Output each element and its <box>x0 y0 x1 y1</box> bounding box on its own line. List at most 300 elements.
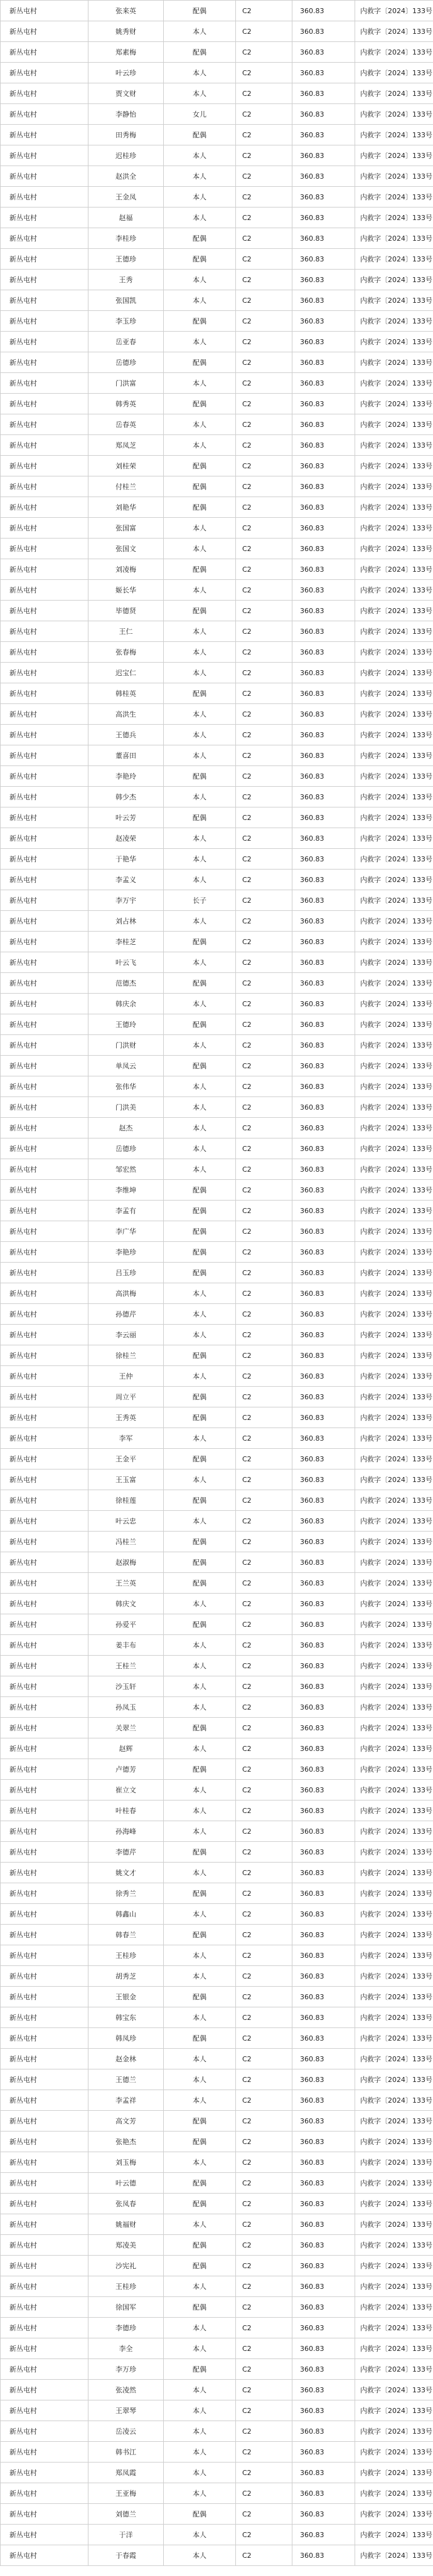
relation-cell: 配偶 <box>164 1532 236 1552</box>
name-cell: 王兰英 <box>88 1573 164 1594</box>
amount-cell: 360.83 <box>292 1469 355 1490</box>
table-row <box>1 1469 433 1490</box>
name-cell: 范德杰 <box>88 973 164 994</box>
table-row <box>1 2380 433 2400</box>
class-cell: C2 <box>236 2338 292 2359</box>
amount-cell: 360.83 <box>292 1366 355 1387</box>
village-cell: 新丛屯村 <box>1 2256 88 2276</box>
document-number-cell: 内救字〔2024〕133号 <box>355 1945 433 1966</box>
amount-cell: 360.83 <box>292 2463 355 2483</box>
village-cell: 新丛屯村 <box>1 2276 88 2297</box>
name-cell: 李孟祥 <box>88 2090 164 2111</box>
village-cell: 新丛屯村 <box>1 435 88 456</box>
document-number-cell: 内救字〔2024〕133号 <box>355 187 433 208</box>
name-cell: 岳春英 <box>88 414 164 435</box>
document-number-cell: 内救字〔2024〕133号 <box>355 166 433 187</box>
name-cell: 姬长华 <box>88 580 164 601</box>
relation-cell: 本人 <box>164 704 236 725</box>
relation-cell: 配偶 <box>164 497 236 518</box>
document-number-cell: 内救字〔2024〕133号 <box>355 1573 433 1594</box>
amount-cell: 360.83 <box>292 2152 355 2173</box>
village-cell: 新丛屯村 <box>1 166 88 187</box>
village-cell: 新丛屯村 <box>1 104 88 125</box>
table-row <box>1 208 433 228</box>
class-cell: C2 <box>236 1759 292 1780</box>
table-row <box>1 1718 433 1738</box>
village-cell: 新丛屯村 <box>1 704 88 725</box>
village-cell: 新丛屯村 <box>1 1345 88 1366</box>
table-row <box>1 1697 433 1718</box>
document-number-cell: 内救字〔2024〕133号 <box>355 2069 433 2090</box>
document-number-cell: 内救字〔2024〕133号 <box>355 1180 433 1201</box>
amount-cell: 360.83 <box>292 1014 355 1035</box>
village-cell: 新丛屯村 <box>1 2318 88 2338</box>
name-cell: 叶桂春 <box>88 1801 164 1821</box>
relation-cell: 本人 <box>164 2421 236 2442</box>
table-row <box>1 311 433 332</box>
name-cell: 于洋 <box>88 2525 164 2545</box>
amount-cell: 360.83 <box>292 2297 355 2318</box>
village-cell: 新丛屯村 <box>1 787 88 807</box>
name-cell: 赵淑梅 <box>88 1552 164 1573</box>
class-cell: C2 <box>236 1014 292 1035</box>
name-cell: 李德芹 <box>88 1842 164 1863</box>
amount-cell: 360.83 <box>292 1325 355 1345</box>
amount-cell: 360.83 <box>292 270 355 290</box>
amount-cell: 360.83 <box>292 1676 355 1697</box>
amount-cell: 360.83 <box>292 787 355 807</box>
table-row <box>1 1573 433 1594</box>
name-cell: 李孟有 <box>88 1201 164 1221</box>
name-cell: 姜丰布 <box>88 1635 164 1656</box>
relation-cell: 长子 <box>164 890 236 911</box>
village-cell: 新丛屯村 <box>1 1552 88 1573</box>
class-cell: C2 <box>236 621 292 642</box>
relation-cell: 本人 <box>164 2338 236 2359</box>
relation-cell: 配偶 <box>164 1201 236 1221</box>
relation-cell: 配偶 <box>164 1573 236 1594</box>
class-cell: C2 <box>236 476 292 497</box>
relation-cell: 配偶 <box>164 683 236 704</box>
name-cell: 李云丽 <box>88 1325 164 1345</box>
relation-cell: 配偶 <box>164 1883 236 1904</box>
table-row <box>1 704 433 725</box>
class-cell: C2 <box>236 952 292 973</box>
village-cell: 新丛屯村 <box>1 766 88 787</box>
village-cell: 新丛屯村 <box>1 1883 88 1904</box>
amount-cell: 360.83 <box>292 2525 355 2545</box>
document-number-cell: 内救字〔2024〕133号 <box>355 2504 433 2525</box>
village-cell: 新丛屯村 <box>1 1014 88 1035</box>
table-row <box>1 1283 433 1304</box>
amount-cell: 360.83 <box>292 208 355 228</box>
amount-cell: 360.83 <box>292 766 355 787</box>
amount-cell: 360.83 <box>292 642 355 663</box>
class-cell: C2 <box>236 497 292 518</box>
relation-cell: 本人 <box>164 745 236 766</box>
name-cell: 韩凤珍 <box>88 2028 164 2049</box>
table-row <box>1 1801 433 1821</box>
village-cell: 新丛屯村 <box>1 1863 88 1883</box>
document-number-cell: 内救字〔2024〕133号 <box>355 1097 433 1118</box>
amount-cell: 360.83 <box>292 104 355 125</box>
class-cell: C2 <box>236 1387 292 1407</box>
table-row <box>1 2545 433 2566</box>
name-cell: 赵洪全 <box>88 166 164 187</box>
amount-cell: 360.83 <box>292 1801 355 1821</box>
amount-cell: 360.83 <box>292 621 355 642</box>
relation-cell: 本人 <box>164 1635 236 1656</box>
amount-cell: 360.83 <box>292 249 355 270</box>
class-cell: C2 <box>236 435 292 456</box>
table-row <box>1 952 433 973</box>
document-number-cell: 内救字〔2024〕133号 <box>355 2214 433 2235</box>
table-row <box>1 766 433 787</box>
name-cell: 张国文 <box>88 539 164 559</box>
name-cell: 徐国军 <box>88 2297 164 2318</box>
class-cell: C2 <box>236 1594 292 1614</box>
table-row <box>1 2504 433 2525</box>
name-cell: 刘占林 <box>88 911 164 932</box>
table-row <box>1 1552 433 1573</box>
class-cell: C2 <box>236 2069 292 2090</box>
document-number-cell: 内救字〔2024〕133号 <box>355 394 433 414</box>
table-row <box>1 1656 433 1676</box>
village-cell: 新丛屯村 <box>1 994 88 1014</box>
document-number-cell: 内救字〔2024〕133号 <box>355 1138 433 1159</box>
table-row <box>1 1428 433 1449</box>
amount-cell: 360.83 <box>292 1097 355 1118</box>
relation-cell: 配偶 <box>164 1759 236 1780</box>
relation-cell: 本人 <box>164 2463 236 2483</box>
class-cell: C2 <box>236 1552 292 1573</box>
class-cell: C2 <box>236 2525 292 2545</box>
amount-cell: 360.83 <box>292 1242 355 1263</box>
class-cell: C2 <box>236 2359 292 2380</box>
name-cell: 李德珍 <box>88 2318 164 2338</box>
table-row <box>1 1014 433 1035</box>
table-row <box>1 870 433 890</box>
name-cell: 韩书江 <box>88 2442 164 2463</box>
table-row <box>1 1263 433 1283</box>
document-number-cell: 内救字〔2024〕133号 <box>355 63 433 83</box>
relation-cell: 本人 <box>164 21 236 42</box>
village-cell: 新丛屯村 <box>1 952 88 973</box>
relation-cell: 配偶 <box>164 973 236 994</box>
class-cell: C2 <box>236 1945 292 1966</box>
class-cell: C2 <box>236 1656 292 1676</box>
table-row <box>1 228 433 249</box>
class-cell: C2 <box>236 2214 292 2235</box>
relation-cell: 配偶 <box>164 1387 236 1407</box>
class-cell: C2 <box>236 1780 292 1801</box>
village-cell: 新丛屯村 <box>1 290 88 311</box>
relation-cell: 配偶 <box>164 766 236 787</box>
village-cell: 新丛屯村 <box>1 63 88 83</box>
class-cell: C2 <box>236 725 292 745</box>
village-cell: 新丛屯村 <box>1 1159 88 1180</box>
table-row <box>1 539 433 559</box>
amount-cell: 360.83 <box>292 2338 355 2359</box>
table-row <box>1 1738 433 1759</box>
class-cell: C2 <box>236 2028 292 2049</box>
table-row <box>1 476 433 497</box>
table-row <box>1 932 433 952</box>
relation-cell: 配偶 <box>164 2297 236 2318</box>
class-cell: C2 <box>236 1407 292 1428</box>
class-cell: C2 <box>236 1490 292 1511</box>
document-number-cell: 内救字〔2024〕133号 <box>355 1676 433 1697</box>
amount-cell: 360.83 <box>292 2276 355 2297</box>
class-cell: C2 <box>236 704 292 725</box>
amount-cell: 360.83 <box>292 1842 355 1863</box>
relation-cell: 本人 <box>164 208 236 228</box>
amount-cell: 360.83 <box>292 1138 355 1159</box>
document-number-cell: 内救字〔2024〕133号 <box>355 1490 433 1511</box>
class-cell: C2 <box>236 456 292 476</box>
table-row <box>1 2090 433 2111</box>
amount-cell: 360.83 <box>292 1759 355 1780</box>
table-row <box>1 1138 433 1159</box>
name-cell: 韩庆文 <box>88 1594 164 1614</box>
relation-cell: 本人 <box>164 1304 236 1325</box>
name-cell: 张国富 <box>88 518 164 539</box>
name-cell: 叶云芳 <box>88 807 164 828</box>
relation-cell: 配偶 <box>164 1056 236 1076</box>
document-number-cell: 内救字〔2024〕133号 <box>355 911 433 932</box>
document-number-cell: 内救字〔2024〕133号 <box>355 2235 433 2256</box>
table-row <box>1 1056 433 1076</box>
table-row <box>1 1614 433 1635</box>
table-row <box>1 580 433 601</box>
village-cell: 新丛屯村 <box>1 1966 88 1987</box>
amount-cell: 360.83 <box>292 476 355 497</box>
table-row <box>1 2525 433 2545</box>
class-cell: C2 <box>236 414 292 435</box>
document-number-cell: 内救字〔2024〕133号 <box>355 2545 433 2566</box>
document-number-cell: 内救字〔2024〕133号 <box>355 787 433 807</box>
table-row <box>1 2152 433 2173</box>
table-row <box>1 2463 433 2483</box>
class-cell: C2 <box>236 125 292 145</box>
amount-cell: 360.83 <box>292 290 355 311</box>
village-cell: 新丛屯村 <box>1 2545 88 2566</box>
village-cell: 新丛屯村 <box>1 1759 88 1780</box>
document-number-cell: 内救字〔2024〕133号 <box>355 2297 433 2318</box>
class-cell: C2 <box>236 890 292 911</box>
name-cell: 王秀英 <box>88 1407 164 1428</box>
name-cell: 郑凤芝 <box>88 435 164 456</box>
amount-cell: 360.83 <box>292 539 355 559</box>
class-cell: C2 <box>236 1056 292 1076</box>
amount-cell: 360.83 <box>292 745 355 766</box>
relation-cell: 本人 <box>164 83 236 104</box>
table-row <box>1 2028 433 2049</box>
relation-cell: 本人 <box>164 1594 236 1614</box>
village-cell: 新丛屯村 <box>1 828 88 849</box>
class-cell: C2 <box>236 1863 292 1883</box>
document-number-cell: 内救字〔2024〕133号 <box>355 766 433 787</box>
village-cell: 新丛屯村 <box>1 621 88 642</box>
amount-cell: 360.83 <box>292 1573 355 1594</box>
document-number-cell: 内救字〔2024〕133号 <box>355 1304 433 1325</box>
village-cell: 新丛屯村 <box>1 1925 88 1945</box>
table-row <box>1 807 433 828</box>
village-cell: 新丛屯村 <box>1 1614 88 1635</box>
class-cell: C2 <box>236 2111 292 2132</box>
table-row <box>1 601 433 621</box>
amount-cell: 360.83 <box>292 2090 355 2111</box>
name-cell: 徐桂莲 <box>88 1490 164 1511</box>
table-row <box>1 2400 433 2421</box>
document-number-cell: 内救字〔2024〕133号 <box>355 311 433 332</box>
class-cell: C2 <box>236 2007 292 2028</box>
document-number-cell: 内救字〔2024〕133号 <box>355 849 433 870</box>
class-cell: C2 <box>236 1345 292 1366</box>
name-cell: 迟宝仁 <box>88 663 164 683</box>
document-number-cell: 内救字〔2024〕133号 <box>355 1718 433 1738</box>
village-cell: 新丛屯村 <box>1 270 88 290</box>
relation-cell: 本人 <box>164 518 236 539</box>
amount-cell: 360.83 <box>292 42 355 63</box>
document-number-cell: 内救字〔2024〕133号 <box>355 352 433 373</box>
document-number-cell: 内救字〔2024〕133号 <box>355 476 433 497</box>
class-cell: C2 <box>236 208 292 228</box>
relation-cell: 配偶 <box>164 125 236 145</box>
relation-cell: 本人 <box>164 2049 236 2069</box>
village-cell: 新丛屯村 <box>1 539 88 559</box>
class-cell: C2 <box>236 2442 292 2463</box>
village-cell: 新丛屯村 <box>1 373 88 394</box>
village-cell: 新丛屯村 <box>1 2152 88 2173</box>
village-cell: 新丛屯村 <box>1 1718 88 1738</box>
relation-cell: 本人 <box>164 642 236 663</box>
amount-cell: 360.83 <box>292 83 355 104</box>
relation-cell: 配偶 <box>164 601 236 621</box>
name-cell: 姚福财 <box>88 2214 164 2235</box>
class-cell: C2 <box>236 2152 292 2173</box>
document-number-cell: 内救字〔2024〕133号 <box>355 42 433 63</box>
class-cell: C2 <box>236 1097 292 1118</box>
table-row <box>1 1387 433 1407</box>
class-cell: C2 <box>236 1718 292 1738</box>
amount-cell: 360.83 <box>292 1925 355 1945</box>
name-cell: 关翠兰 <box>88 1718 164 1738</box>
class-cell: C2 <box>236 911 292 932</box>
document-number-cell: 内救字〔2024〕133号 <box>355 1759 433 1780</box>
document-number-cell: 内救字〔2024〕133号 <box>355 125 433 145</box>
class-cell: C2 <box>236 1842 292 1863</box>
amount-cell: 360.83 <box>292 1511 355 1532</box>
table-row <box>1 2235 433 2256</box>
amount-cell: 360.83 <box>292 1945 355 1966</box>
name-cell: 韩秀英 <box>88 394 164 414</box>
amount-cell: 360.83 <box>292 2194 355 2214</box>
document-number-cell: 内救字〔2024〕133号 <box>355 1 433 21</box>
name-cell: 张伟华 <box>88 1076 164 1097</box>
village-cell: 新丛屯村 <box>1 973 88 994</box>
document-number-cell: 内救字〔2024〕133号 <box>355 1966 433 1987</box>
table-row <box>1 2173 433 2194</box>
document-number-cell: 内救字〔2024〕133号 <box>355 745 433 766</box>
document-number-cell: 内救字〔2024〕133号 <box>355 559 433 580</box>
relation-cell: 本人 <box>164 849 236 870</box>
document-number-cell: 内救字〔2024〕133号 <box>355 2463 433 2483</box>
village-cell: 新丛屯村 <box>1 2235 88 2256</box>
class-cell: C2 <box>236 2504 292 2525</box>
name-cell: 高洪梅 <box>88 1283 164 1304</box>
table-row <box>1 1821 433 1842</box>
name-cell: 赵辉 <box>88 1738 164 1759</box>
relation-cell: 本人 <box>164 2483 236 2504</box>
document-number-cell: 内救字〔2024〕133号 <box>355 952 433 973</box>
village-cell: 新丛屯村 <box>1 559 88 580</box>
relation-cell: 本人 <box>164 1428 236 1449</box>
village-cell: 新丛屯村 <box>1 1325 88 1345</box>
name-cell: 王德兵 <box>88 725 164 745</box>
name-cell: 于春霞 <box>88 2545 164 2566</box>
document-number-cell: 内救字〔2024〕133号 <box>355 2090 433 2111</box>
class-cell: C2 <box>236 1511 292 1532</box>
amount-cell: 360.83 <box>292 414 355 435</box>
document-number-cell: 内救字〔2024〕133号 <box>355 870 433 890</box>
amount-cell: 360.83 <box>292 1738 355 1759</box>
relation-cell: 配偶 <box>164 559 236 580</box>
table-row <box>1 249 433 270</box>
relation-cell: 配偶 <box>164 1552 236 1573</box>
amount-cell: 360.83 <box>292 663 355 683</box>
amount-cell: 360.83 <box>292 911 355 932</box>
relation-cell: 配偶 <box>164 228 236 249</box>
class-cell: C2 <box>236 2090 292 2111</box>
relation-cell: 本人 <box>164 539 236 559</box>
village-cell: 新丛屯村 <box>1 1138 88 1159</box>
amount-cell: 360.83 <box>292 2069 355 2090</box>
table-row <box>1 1863 433 1883</box>
document-number-cell: 内救字〔2024〕133号 <box>355 539 433 559</box>
name-cell: 张国凯 <box>88 290 164 311</box>
amount-cell: 360.83 <box>292 1076 355 1097</box>
relation-cell: 本人 <box>164 1097 236 1118</box>
name-cell: 高洪生 <box>88 704 164 725</box>
table-row <box>1 1490 433 1511</box>
village-cell: 新丛屯村 <box>1 332 88 352</box>
table-row <box>1 2194 433 2214</box>
document-number-cell: 内救字〔2024〕133号 <box>355 2359 433 2380</box>
relation-cell: 本人 <box>164 2152 236 2173</box>
class-cell: C2 <box>236 2463 292 2483</box>
name-cell: 王金平 <box>88 1449 164 1469</box>
class-cell: C2 <box>236 1987 292 2007</box>
village-cell: 新丛屯村 <box>1 725 88 745</box>
table-row <box>1 2256 433 2276</box>
village-cell: 新丛屯村 <box>1 497 88 518</box>
document-number-cell: 内救字〔2024〕133号 <box>355 1428 433 1449</box>
village-cell: 新丛屯村 <box>1 2483 88 2504</box>
village-cell: 新丛屯村 <box>1 745 88 766</box>
document-number-cell: 内救字〔2024〕133号 <box>355 1738 433 1759</box>
village-cell: 新丛屯村 <box>1 1056 88 1076</box>
table-row <box>1 663 433 683</box>
document-number-cell: 内救字〔2024〕133号 <box>355 1118 433 1138</box>
relation-cell: 本人 <box>164 828 236 849</box>
class-cell: C2 <box>236 187 292 208</box>
relation-cell: 本人 <box>164 911 236 932</box>
class-cell: C2 <box>236 1428 292 1449</box>
amount-cell: 360.83 <box>292 2214 355 2235</box>
amount-cell: 360.83 <box>292 1345 355 1366</box>
document-number-cell: 内救字〔2024〕133号 <box>355 1469 433 1490</box>
